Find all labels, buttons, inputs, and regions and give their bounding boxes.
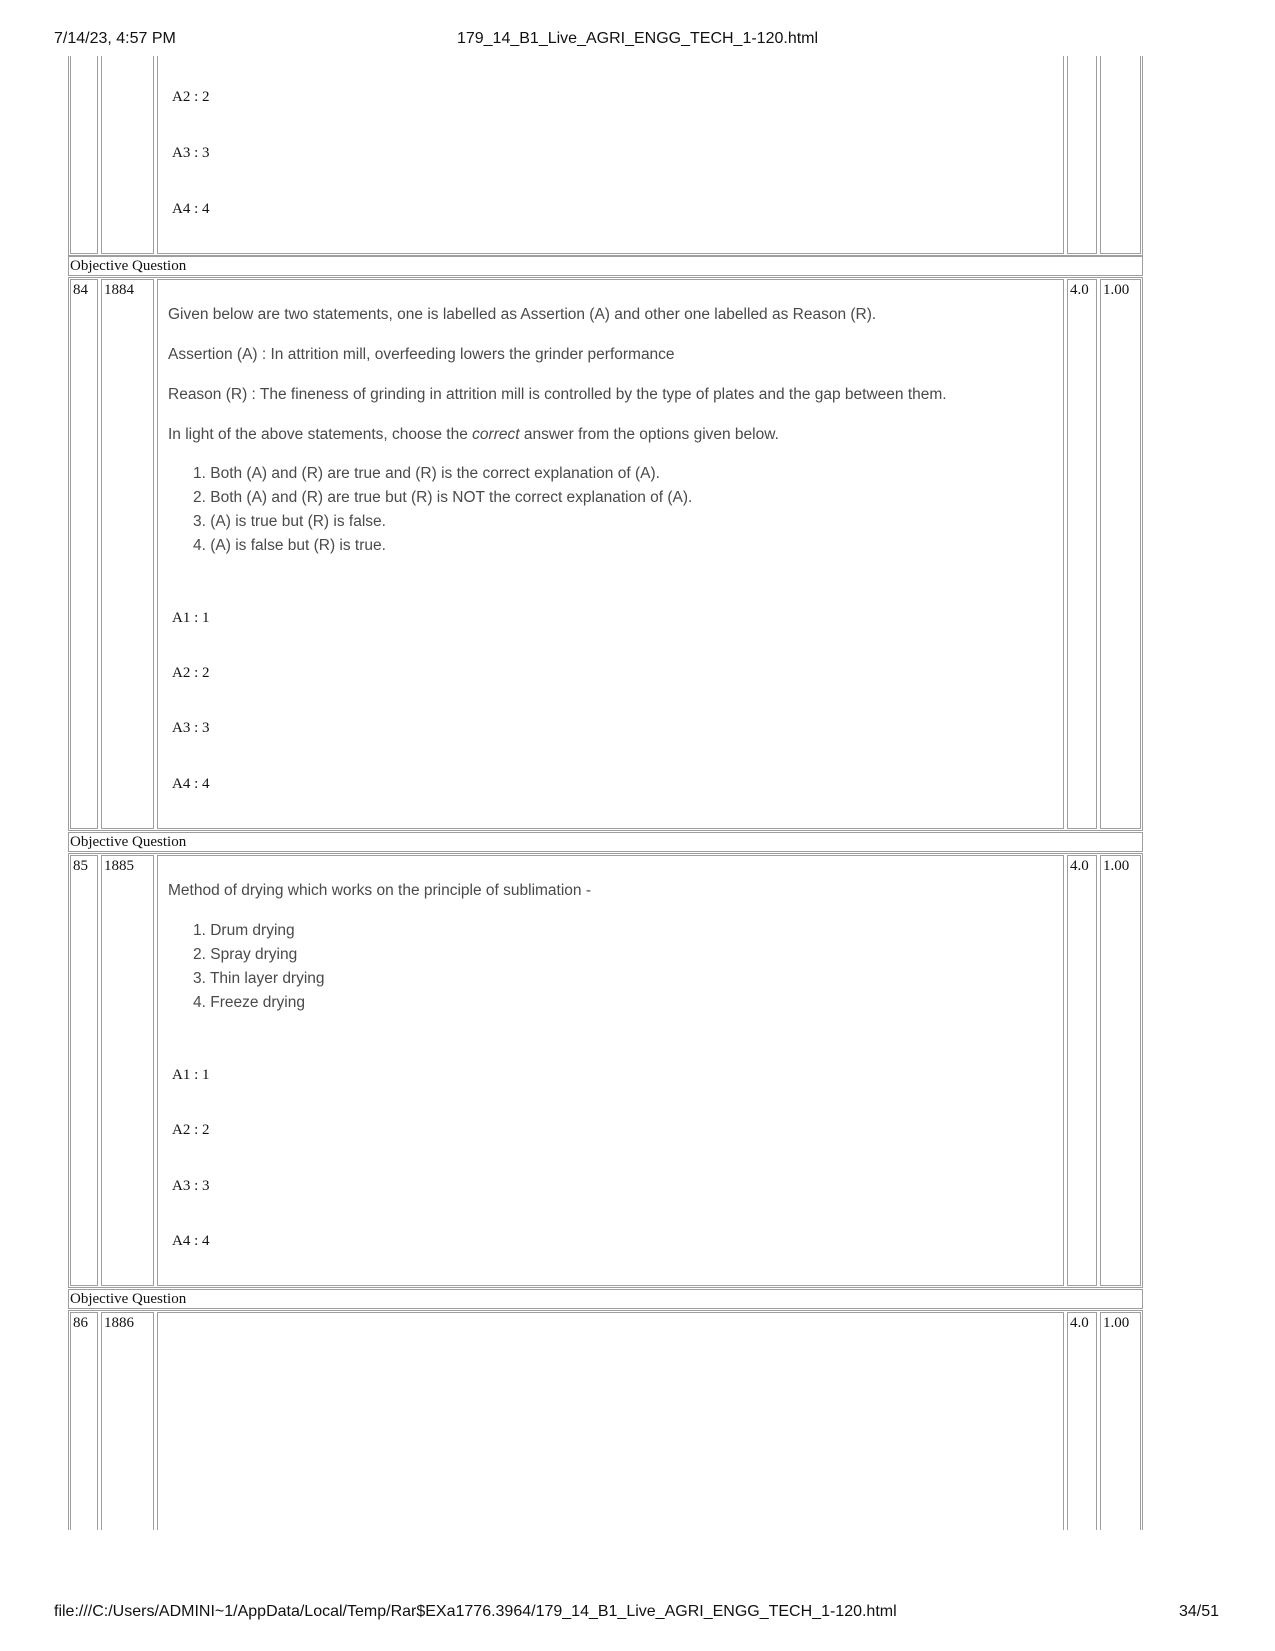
question-serial: 86 — [73, 1315, 88, 1331]
negative-cell — [1100, 279, 1141, 829]
question-id: 1885 — [104, 858, 134, 874]
question-text: Method of drying which works on the principle of sublimation - — [168, 882, 592, 899]
choice-item: 4. (A) is false but (R) is true. — [193, 537, 386, 554]
question-cell — [157, 855, 1064, 1286]
choice-item: 2. Spray drying — [193, 946, 298, 963]
print-file-path: file:///C:/Users/ADMINI~1/AppData/Local/Temp/Rar$EXa1776.3964/179_14_B1_Live_AGRI_ENGG_TECH_1-120.html — [54, 1603, 897, 1620]
sno-cell — [70, 56, 98, 254]
page-number: 34/51 — [1178, 1603, 1219, 1620]
section-label-row — [68, 832, 1143, 852]
negative-marks-value: 1.00 — [1103, 858, 1130, 874]
option-a4: A4 : 4 — [172, 776, 210, 792]
qid-cell — [101, 279, 154, 829]
question-serial: 85 — [73, 858, 88, 874]
choice-item: 3. Thin layer drying — [193, 970, 325, 987]
option-a4: A4 : 4 — [172, 201, 210, 217]
negative-cell — [1100, 56, 1141, 254]
print-datetime: 7/14/23, 4:57 PM — [54, 30, 176, 47]
negative-marks-value: 1.00 — [1103, 1315, 1130, 1331]
section-label-row — [68, 1289, 1143, 1309]
section-label: Objective Question — [70, 258, 187, 274]
instruction-emphasis: correct — [472, 426, 520, 443]
option-a2: A2 : 2 — [172, 665, 210, 681]
marks-value: 4.0 — [1070, 282, 1089, 298]
print-title: 179_14_B1_Live_AGRI_ENGG_TECH_1-120.html — [456, 30, 819, 47]
negative-cell — [1100, 1312, 1141, 1530]
choice-item: 4. Freeze drying — [193, 994, 305, 1011]
sno-cell — [70, 855, 98, 1286]
marks-cell — [1067, 855, 1097, 1286]
assertion-statement: Assertion (A) : In attrition mill, overfeeding lowers the grinder performance — [168, 346, 675, 363]
negative-cell — [1100, 855, 1141, 1286]
option-a4: A4 : 4 — [172, 1233, 210, 1249]
question-cell — [157, 56, 1064, 254]
option-a3: A3 : 3 — [172, 145, 210, 161]
question-id: 1884 — [104, 282, 134, 298]
qid-cell — [101, 855, 154, 1286]
qid-cell — [101, 56, 154, 254]
marks-value: 4.0 — [1070, 858, 1089, 874]
section-label-row — [68, 256, 1143, 276]
choice-item: 2. Both (A) and (R) are true but (R) is NOT the correct explanation of (A). — [193, 489, 693, 506]
question-cell — [157, 1312, 1064, 1530]
choice-item: 1. Drum drying — [193, 922, 295, 939]
choice-item: 3. (A) is true but (R) is false. — [193, 513, 386, 530]
section-label: Objective Question — [70, 834, 187, 850]
section-label: Objective Question — [70, 1291, 187, 1307]
option-a3: A3 : 3 — [172, 720, 210, 736]
option-a2: A2 : 2 — [172, 1122, 210, 1138]
marks-cell — [1067, 56, 1097, 254]
instruction-pre: In light of the above statements, choose the — [168, 426, 473, 443]
instruction-post: answer from the options given below. — [519, 426, 779, 443]
option-a1: A1 : 1 — [172, 1067, 210, 1083]
sno-cell — [70, 1312, 98, 1530]
question-serial: 84 — [73, 282, 88, 298]
question-intro: Given below are two statements, one is labelled as Assertion (A) and other one labelled as Reason (R). — [168, 306, 877, 323]
marks-cell — [1067, 279, 1097, 829]
qid-cell — [101, 1312, 154, 1530]
option-a3: A3 : 3 — [172, 1178, 210, 1194]
marks-value: 4.0 — [1070, 1315, 1089, 1331]
option-a2: A2 : 2 — [172, 89, 210, 105]
negative-marks-value: 1.00 — [1103, 282, 1130, 298]
question-id: 1886 — [104, 1315, 134, 1331]
marks-cell — [1067, 1312, 1097, 1530]
instruction-text — [168, 426, 779, 444]
option-a1: A1 : 1 — [172, 610, 210, 626]
reason-statement: Reason (R) : The fineness of grinding in attrition mill is controlled by the type of plates and the gap between them. — [168, 386, 947, 403]
choice-item: 1. Both (A) and (R) are true and (R) is the correct explanation of (A). — [193, 465, 660, 482]
sno-cell — [70, 279, 98, 829]
